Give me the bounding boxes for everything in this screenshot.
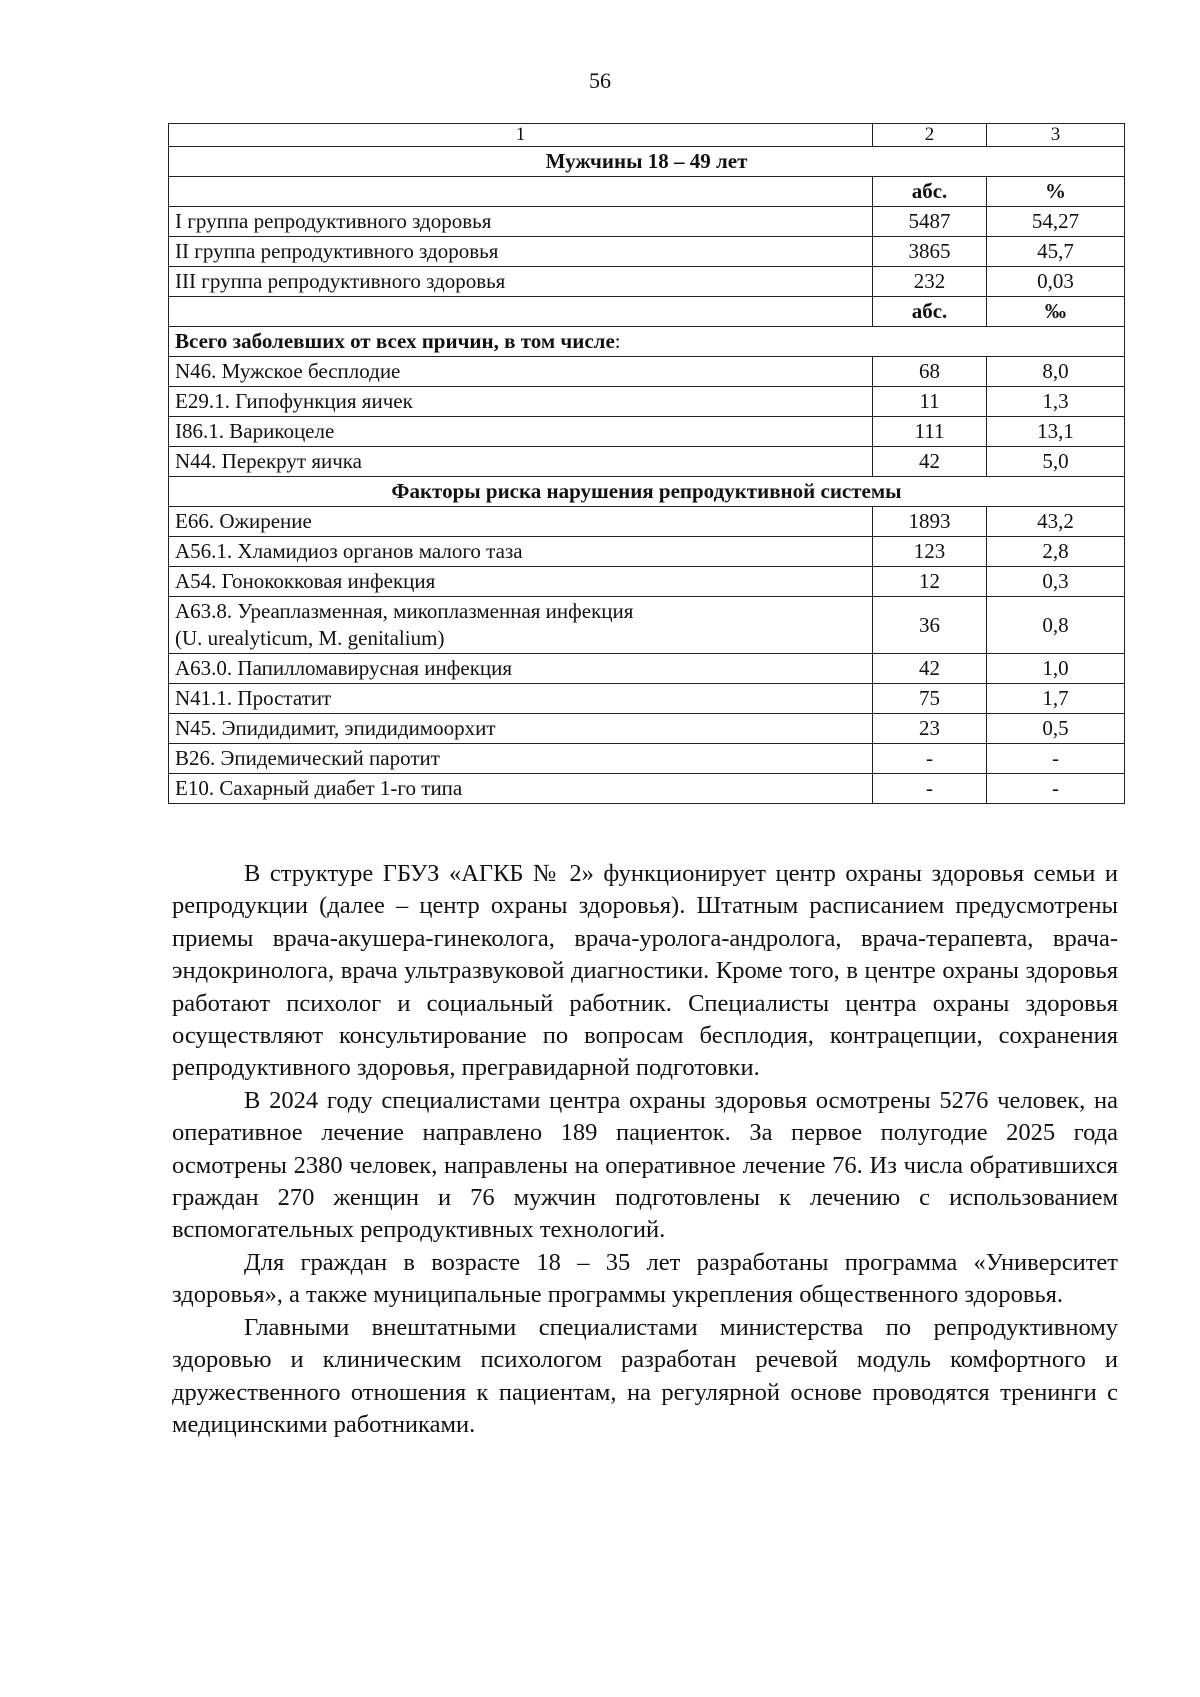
- row-label: B26. Эпидемический паротит: [169, 744, 873, 774]
- row-abs: 123: [873, 537, 987, 567]
- row-value: -: [987, 774, 1125, 804]
- table-row: [169, 207, 1125, 237]
- row-label: N41.1. Простатит: [169, 684, 873, 714]
- row-value: 13,1: [987, 417, 1125, 447]
- row-value: 54,27: [987, 207, 1125, 237]
- row-label: N46. Мужское бесплодие: [169, 357, 873, 387]
- row-label-multiline: [169, 597, 873, 654]
- row-label: N45. Эпидидимит, эпидидимоорхит: [169, 714, 873, 744]
- table-row: [169, 357, 1125, 387]
- column-number-row: [169, 124, 1125, 147]
- section-title-row: [169, 147, 1125, 177]
- units-row: [169, 297, 1125, 327]
- table-row: [169, 597, 1125, 654]
- row-abs: -: [873, 774, 987, 804]
- row-label: N44. Перекрут яичка: [169, 447, 873, 477]
- statistics-table: [168, 123, 1125, 804]
- table-row: [169, 714, 1125, 744]
- body-text: [172, 858, 1118, 1441]
- paragraph: Для граждан в возрасте 18 – 35 лет разработаны программа «Университет здоровья», а также муниципальные программы укрепления общественного здоровья.: [172, 1248, 1118, 1309]
- table-row: [169, 387, 1125, 417]
- table-row: [169, 507, 1125, 537]
- row-abs: 42: [873, 654, 987, 684]
- diseases-title: Всего заболевших от всех причин, в том числе: [175, 329, 615, 353]
- row-label: I86.1. Варикоцеле: [169, 417, 873, 447]
- paragraph: Главными внештатными специалистами министерства по репродуктивному здоровью и клиническим психологом разработан речевой модуль комфортного и дружественного отношения к пациентам, на регулярной основе проводятся тренинги с медицинскими работниками.: [172, 1313, 1118, 1438]
- row-value: 1,0: [987, 654, 1125, 684]
- paragraph: В 2024 году специалистами центра охраны здоровья осмотрены 5276 человек, на оперативное лечение направлено 189 пациенток. За первое полугодие 2025 года осмотрены 2380 человек, направлены на оперативное лечение 76. Из числа обратившихся граждан 270 женщин и 76 мужчин подготовлены к лечению с использованием вспомогательных репродуктивных технологий.: [172, 1086, 1118, 1244]
- row-abs: 1893: [873, 507, 987, 537]
- row-abs: 5487: [873, 207, 987, 237]
- section-title: Мужчины 18 – 49 лет: [169, 147, 1125, 177]
- table-row: [169, 654, 1125, 684]
- row-value: 0,03: [987, 267, 1125, 297]
- row-value: 8,0: [987, 357, 1125, 387]
- row-abs: 68: [873, 357, 987, 387]
- row-label-line2: (U. urealyticum, M. genitalium): [175, 626, 445, 650]
- unit-percent: %: [987, 177, 1125, 207]
- row-value: 1,3: [987, 387, 1125, 417]
- row-value: 2,8: [987, 537, 1125, 567]
- row-label: III группа репродуктивного здоровья: [169, 267, 873, 297]
- row-label-line1: A63.8. Уреаплазменная, микоплазменная инфекция: [175, 599, 634, 623]
- row-value: 43,2: [987, 507, 1125, 537]
- row-value: 0,8: [987, 597, 1125, 654]
- row-value: 5,0: [987, 447, 1125, 477]
- subsection-title-row: [169, 477, 1125, 507]
- table-row: [169, 684, 1125, 714]
- row-value: 45,7: [987, 237, 1125, 267]
- table-row: [169, 447, 1125, 477]
- row-value: 0,5: [987, 714, 1125, 744]
- table-row: [169, 537, 1125, 567]
- empty-cell: [169, 177, 873, 207]
- row-value: -: [987, 744, 1125, 774]
- row-abs: 36: [873, 597, 987, 654]
- row-abs: -: [873, 744, 987, 774]
- column-number: 2: [873, 124, 987, 147]
- row-label: I группа репродуктивного здоровья: [169, 207, 873, 237]
- empty-cell: [169, 297, 873, 327]
- row-abs: 3865: [873, 237, 987, 267]
- row-abs: 12: [873, 567, 987, 597]
- row-label: A56.1. Хламидиоз органов малого таза: [169, 537, 873, 567]
- row-abs: 111: [873, 417, 987, 447]
- row-abs: 232: [873, 267, 987, 297]
- row-value: 0,3: [987, 567, 1125, 597]
- subsection-title-row: [169, 327, 1125, 357]
- unit-abs: абс.: [873, 297, 987, 327]
- diseases-title-cell: [169, 327, 1125, 357]
- row-label: A63.0. Папилломавирусная инфекция: [169, 654, 873, 684]
- row-abs: 42: [873, 447, 987, 477]
- risk-factors-title: Факторы риска нарушения репродуктивной системы: [169, 477, 1125, 507]
- table-row: [169, 267, 1125, 297]
- paragraph: В структуре ГБУЗ «АГКБ № 2» функционирует центр охраны здоровья семьи и репродукции (далее – центр охраны здоровья). Штатным расписанием предусмотрены приемы врача-акушера-гинеколога, врача-уролога-андролога, врача-терапевта, врача-эндокринолога, врача ультразвуковой диагностики. Кроме того, в центре охраны здоровья работают психолог и социальный работник. Специалисты центра охраны здоровья осуществляют консультирование по вопросам бесплодия, контрацепции, сохранения репродуктивного здоровья, прегравидарной подготовки.: [172, 860, 1118, 1082]
- table-row: [169, 744, 1125, 774]
- column-number: 1: [169, 124, 873, 147]
- page-number: 56: [589, 68, 611, 93]
- row-abs: 75: [873, 684, 987, 714]
- table-row: [169, 774, 1125, 804]
- table-row: [169, 237, 1125, 267]
- row-abs: 23: [873, 714, 987, 744]
- units-row: [169, 177, 1125, 207]
- row-value: 1,7: [987, 684, 1125, 714]
- column-number: 3: [987, 124, 1125, 147]
- table-row: [169, 417, 1125, 447]
- row-label: E29.1. Гипофункция яичек: [169, 387, 873, 417]
- row-label: E66. Ожирение: [169, 507, 873, 537]
- table-row: [169, 567, 1125, 597]
- unit-permille: ‰: [987, 297, 1125, 327]
- row-label: E10. Сахарный диабет 1-го типа: [169, 774, 873, 804]
- row-abs: 11: [873, 387, 987, 417]
- diseases-title-colon: :: [614, 329, 621, 353]
- row-label: II группа репродуктивного здоровья: [169, 237, 873, 267]
- unit-abs: абс.: [873, 177, 987, 207]
- row-label: A54. Гонококковая инфекция: [169, 567, 873, 597]
